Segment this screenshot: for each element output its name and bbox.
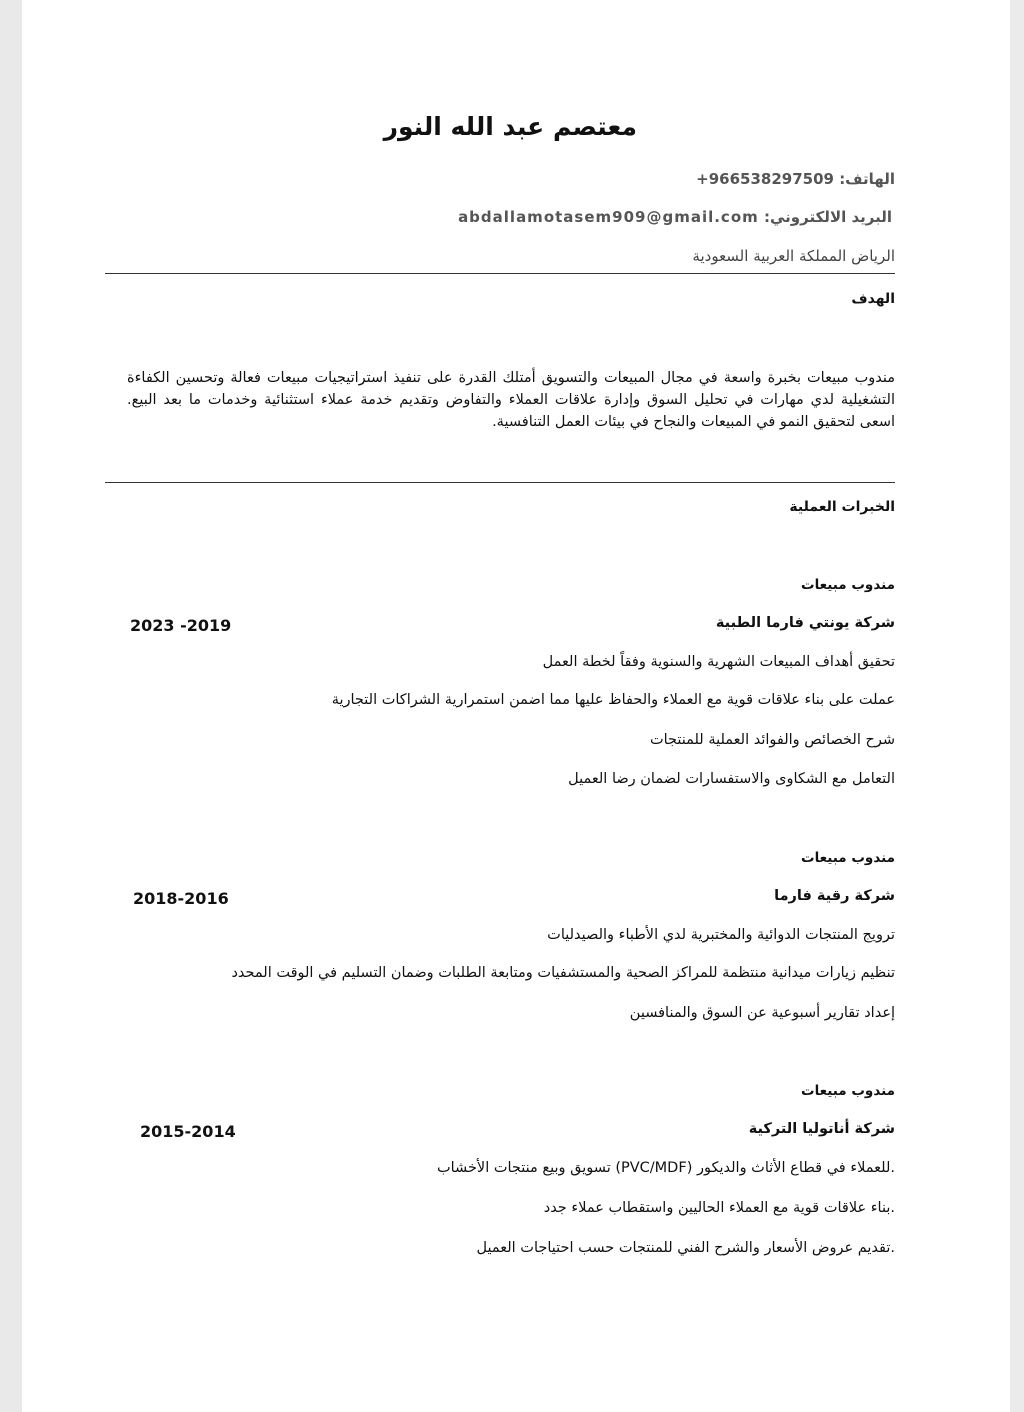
- email-label: البريد الالكتروني:: [764, 208, 892, 226]
- job-years: 2015-2014: [140, 1122, 236, 1141]
- job-years: 2018-2016: [133, 889, 229, 908]
- job-duty: .للعملاء في قطاع الأثاث والديكور (PVC/MDF) تسويق وبيع منتجات الأخشاب: [436, 1160, 895, 1176]
- job-duty: تنظيم زيارات ميدانية منتظمة للمراكز الصحية والمستشفيات ومتابعة الطلبات وضمان التسليم في الوقت المحدد: [231, 965, 895, 981]
- phone-number: +966538297509: [696, 170, 834, 188]
- email-address: abdallamotasem909@gmail.com: [458, 208, 759, 226]
- company-name: شركة أناتوليا التركية: [748, 1121, 895, 1137]
- company-name: شركة رقية فارما: [774, 888, 895, 904]
- experience-heading: الخبرات العملية: [789, 499, 895, 515]
- job-title: مندوب مبيعات: [801, 1083, 895, 1099]
- job-duty: ترويج المنتجات الدوائية والمختبرية لدي الأطباء والصيدليات: [547, 927, 895, 943]
- address: الرياض المملكة العربية السعودية: [692, 247, 895, 265]
- phone-row: [696, 170, 895, 188]
- job-duty: عملت على بناء علاقات قوية مع العملاء والحفاظ عليها مما اضمن استمرارية الشراكات التجارية: [331, 692, 895, 708]
- objective-heading: الهدف: [851, 291, 895, 307]
- job-duty: .بناء علاقات قوية مع العملاء الحاليين واستقطاب عملاء جدد: [543, 1200, 895, 1216]
- job-duty: تحقيق أهداف المبيعات الشهرية والسنوية وفقاً لخطة العمل: [542, 654, 895, 670]
- candidate-name: معتصم عبد الله النور: [383, 112, 637, 141]
- job-duty: شرح الخصائص والفوائد العملية للمنتجات: [649, 732, 895, 748]
- company-name: شركة يونتي فارما الطبية: [715, 615, 895, 631]
- job-years: 2023 -2019: [130, 616, 232, 635]
- job-duty: .تقديم عروض الأسعار والشرح الفني للمنتجات حسب احتياجات العميل: [476, 1240, 895, 1256]
- job-duty: التعامل مع الشكاوى والاستفسارات لضمان رضا العميل: [568, 771, 895, 787]
- divider-2: [105, 482, 895, 483]
- job-duty: إعداد تقارير أسبوعية عن السوق والمنافسين: [629, 1005, 895, 1021]
- job-title: مندوب مبيعات: [801, 577, 895, 593]
- phone-label: الهاتف:: [839, 170, 895, 188]
- job-title: مندوب مبيعات: [801, 850, 895, 866]
- divider-1: [105, 273, 895, 274]
- page-left-edge: [0, 0, 22, 1412]
- email-row: [458, 208, 892, 226]
- objective-text: مندوب مبيعات بخبرة واسعة في مجال المبيعات والتسويق أمتلك القدرة على تنفيذ استراتيجيات مبيعات فعالة وتحسين الكفاءة التشغيلية لدي مهارات في تحليل السوق وإدارة علاقات العملاء والتفاوض وتقديم خدمة عملاء استثنائية وخدمات ما بعد البيع. اسعى لتحقيق النمو في المبيعات والنجاح في بيئات العمل التنافسية.: [127, 370, 895, 430]
- page-right-edge: [1010, 0, 1024, 1412]
